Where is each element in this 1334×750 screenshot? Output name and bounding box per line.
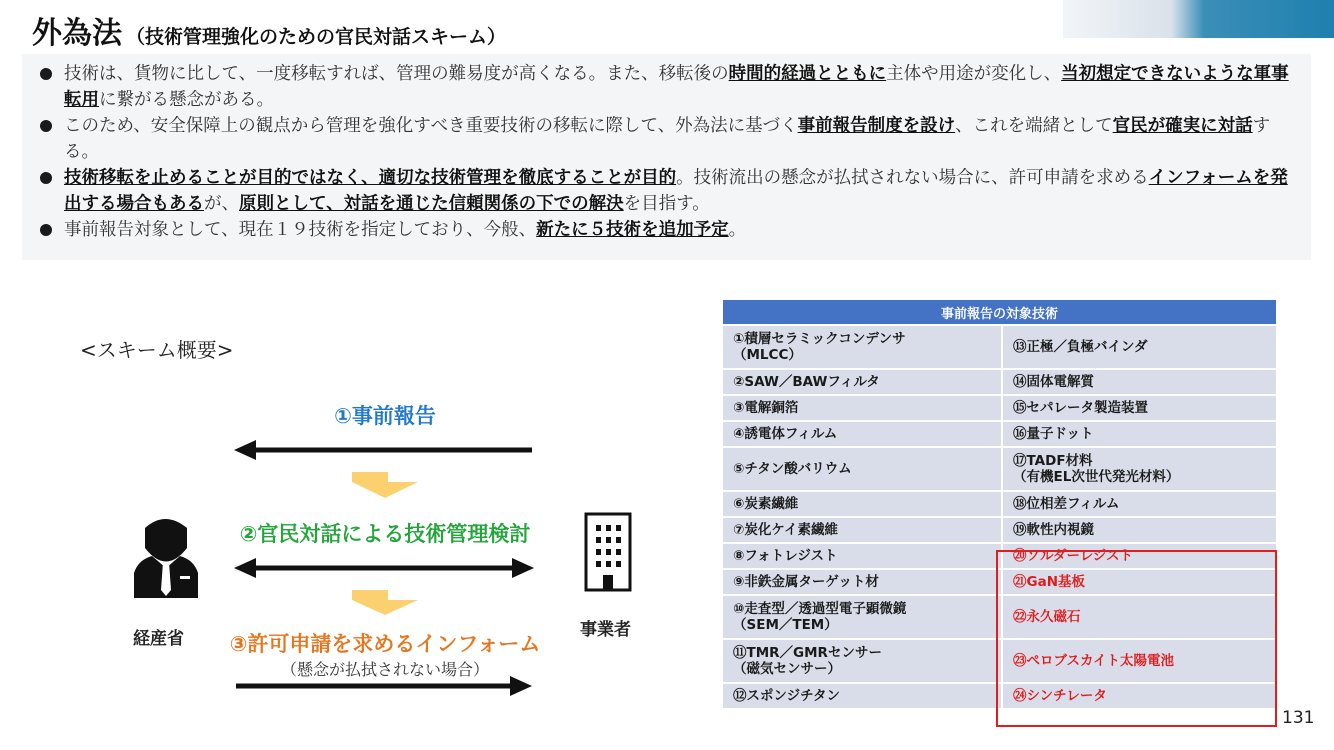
table-header: 事前報告の対象技術 xyxy=(722,299,1277,325)
bullet-text: このため、安全保障上の観点から管理を強化すべき重要技術の移転に際して、外為法に基づく xyxy=(64,116,798,136)
bullet-text: 事前報告対象として、現在１９技術を指定しており、今般、 xyxy=(64,220,537,240)
bullet-text: 、これを端緒として xyxy=(955,116,1113,136)
new-technologies-highlight-box xyxy=(996,550,1277,727)
table-cell-technology: ③電解銅箔 xyxy=(722,395,1002,421)
table-row xyxy=(722,325,1277,369)
table-cell-technology: ⑩走査型／透過型電子顕微鏡 （SEM／TEM） xyxy=(722,595,1002,639)
table-cell-new-technology: ⑳ソルダーレジスト xyxy=(1002,543,1277,569)
emphasized-text: インフォームを発出する場合もある xyxy=(64,168,1288,214)
table-cell-technology: ⑧フォトレジスト xyxy=(722,543,1002,569)
bullet-text: 主体や用途が変化し、 xyxy=(886,64,1062,84)
emphasized-text: 原則として、対話を通じた信頼関係の下での解決 xyxy=(239,194,624,214)
table-cell-technology: ⑤チタン酸バリウム xyxy=(722,447,1002,491)
bullet-text: を目指す。 xyxy=(623,194,710,214)
table-cell-technology: ⑦炭化ケイ素繊維 xyxy=(722,517,1002,543)
step-3-condition-note: （懸念が払拭されない場合） xyxy=(280,660,489,679)
bullet-text: する。 xyxy=(64,116,1271,162)
report-arrow xyxy=(234,440,532,460)
bullet-text: が、 xyxy=(204,194,239,214)
table-cell-technology: ⑥炭素繊維 xyxy=(722,491,1002,517)
flow-chevron-1 xyxy=(352,472,418,498)
table-cell-technology: ⑱位相差フィルム xyxy=(1002,491,1277,517)
table-cell-technology: ⑭固体電解質 xyxy=(1002,369,1277,395)
emphasized-text: 技術移転を止めることが目的ではなく、適切な技術管理を徹底することが目的 xyxy=(64,168,677,188)
table-row xyxy=(722,421,1277,447)
emphasized-text: 官民が確実に対話 xyxy=(1112,116,1253,136)
title-subtitle: （技術管理強化のための官民対話スキーム） xyxy=(126,26,507,48)
company-building-icon xyxy=(586,514,630,590)
table-cell-new-technology: ㉒永久磁石 xyxy=(1002,595,1277,639)
bullet-text: に繋がる懸念がある。 xyxy=(99,90,274,110)
table-cell-technology: ②SAW／BAWフィルタ xyxy=(722,369,1002,395)
table-cell-technology: ⑬正極／負極バインダ xyxy=(1002,325,1277,369)
table-row xyxy=(722,395,1277,421)
dialogue-arrow xyxy=(234,558,534,578)
table-cell-technology: ⑲軟性内視鏡 xyxy=(1002,517,1277,543)
table-cell-technology: ⑯量子ドット xyxy=(1002,421,1277,447)
bullet-text: 。 xyxy=(728,220,747,240)
table-row xyxy=(722,491,1277,517)
table-cell-technology: ⑪TMR／GMRセンサー （磁気センサー） xyxy=(722,639,1002,683)
table-row xyxy=(722,517,1277,543)
emphasized-text: 新たに５技術を追加予定 xyxy=(536,220,729,240)
step-1-prior-report: ①事前報告 xyxy=(334,404,436,428)
table-row xyxy=(722,447,1277,491)
table-cell-new-technology: ㉑GaN基板 xyxy=(1002,569,1277,595)
bullet-text: 。技術流出の懸念が払拭されない場合に、許可申請を求める xyxy=(676,168,1149,188)
table-cell-technology: ①積層セラミックコンデンサ （MLCC） xyxy=(722,325,1002,369)
flow-chevron-2 xyxy=(352,590,418,615)
title-main: 外為法 xyxy=(32,16,122,51)
page-number: 131 xyxy=(1282,708,1315,728)
emphasized-text: 時間的経過とともに xyxy=(728,64,887,84)
table-cell-technology: ⑫スポンジチタン xyxy=(722,683,1002,709)
table-row xyxy=(722,369,1277,395)
step-2-dialogue: ②官民対話による技術管理検討 xyxy=(239,522,531,546)
emphasized-text: 事前報告制度を設け xyxy=(797,116,956,136)
scheme-overview-label: <スキーム概要> xyxy=(80,338,234,362)
government-official-icon xyxy=(134,519,198,598)
step-3-inform: ③許可申請を求めるインフォーム xyxy=(229,632,541,656)
actor-meti-label: 経産省 xyxy=(133,629,184,649)
table-cell-technology: ⑨非鉄金属ターゲット材 xyxy=(722,569,1002,595)
table-cell-new-technology: ㉓ペロブスカイト太陽電池 xyxy=(1002,639,1277,683)
table-cell-technology: ④誘電体フィルム xyxy=(722,421,1002,447)
table-cell-new-technology: ㉔シンチレータ xyxy=(1002,683,1277,709)
table-cell-technology: ⑰TADF材料 （有機EL次世代発光材料） xyxy=(1002,447,1277,491)
table-cell-technology: ⑮セパレータ製造装置 xyxy=(1002,395,1277,421)
emphasized-text: 当初想定できないような軍事転用 xyxy=(64,64,1289,110)
bullet-text: 技術は、貨物に比して、一度移転すれば、管理の難易度が高くなる。また、移転後の xyxy=(64,64,729,84)
actor-business-label: 事業者 xyxy=(580,620,631,640)
